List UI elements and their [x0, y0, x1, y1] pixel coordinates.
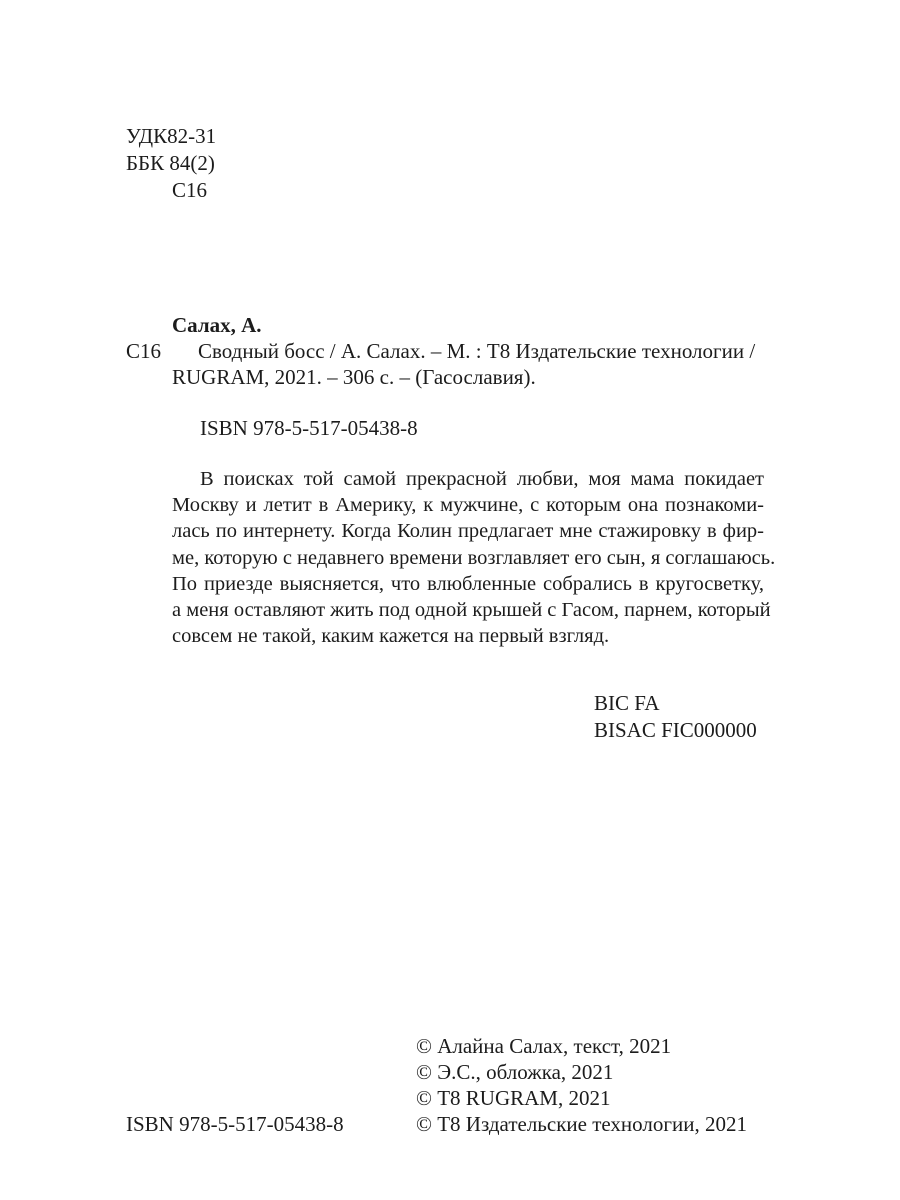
author-sign-code: С16	[172, 178, 208, 202]
bic-code: BIC FA	[594, 691, 660, 715]
copyright-line: © Алайна Салах, текст, 2021	[416, 1034, 672, 1058]
annotation-line: В поисках той самой прекрасной любви, моя мама покидает	[200, 468, 764, 490]
copyright-line: © Т8 RUGRAM, 2021	[416, 1086, 611, 1110]
annotation-line: лась по интернету. Когда Колин предлагает мне стажировку в фир-	[172, 520, 764, 543]
footer-isbn: ISBN 978-5-517-05438-8	[126, 1112, 344, 1136]
copyright-line: © Т8 Издательские технологии, 2021	[416, 1112, 747, 1136]
annotation-line: По приезде выясняется, что влюбленные собрались в кругосветку,	[172, 572, 764, 595]
annotation-line: ме, которую с недавнего времени возглавляет его сын, я соглашаюсь.	[172, 546, 776, 569]
bisac-code: BISAC FIC000000	[594, 718, 757, 742]
annotation-line: а меня оставляют жить под одной крышей с Гасом, парнем, который	[172, 598, 771, 621]
record-author: Салах, А.	[172, 313, 262, 337]
record-isbn: ISBN 978-5-517-05438-8	[200, 416, 418, 440]
annotation-paragraph	[172, 466, 776, 649]
bibliographic-description-line-2: RUGRAM, 2021. – 306 с. – (Гасославия).	[172, 365, 536, 389]
record-author-sign-code: С16	[126, 339, 162, 363]
annotation-line: Москву и летит в Америку, к мужчине, с которым она познакоми-	[172, 494, 764, 517]
bibliographic-description-line-1: Сводный босс / А. Салах. – М. : Т8 Издательские технологии /	[198, 339, 756, 363]
udk-code: УДК82-31	[126, 124, 217, 148]
copyright-line: © Э.С., обложка, 2021	[416, 1060, 614, 1084]
annotation-line: совсем не такой, каким кажется на первый взгляд.	[172, 625, 610, 648]
bbk-code: ББК 84(2)	[126, 151, 215, 175]
